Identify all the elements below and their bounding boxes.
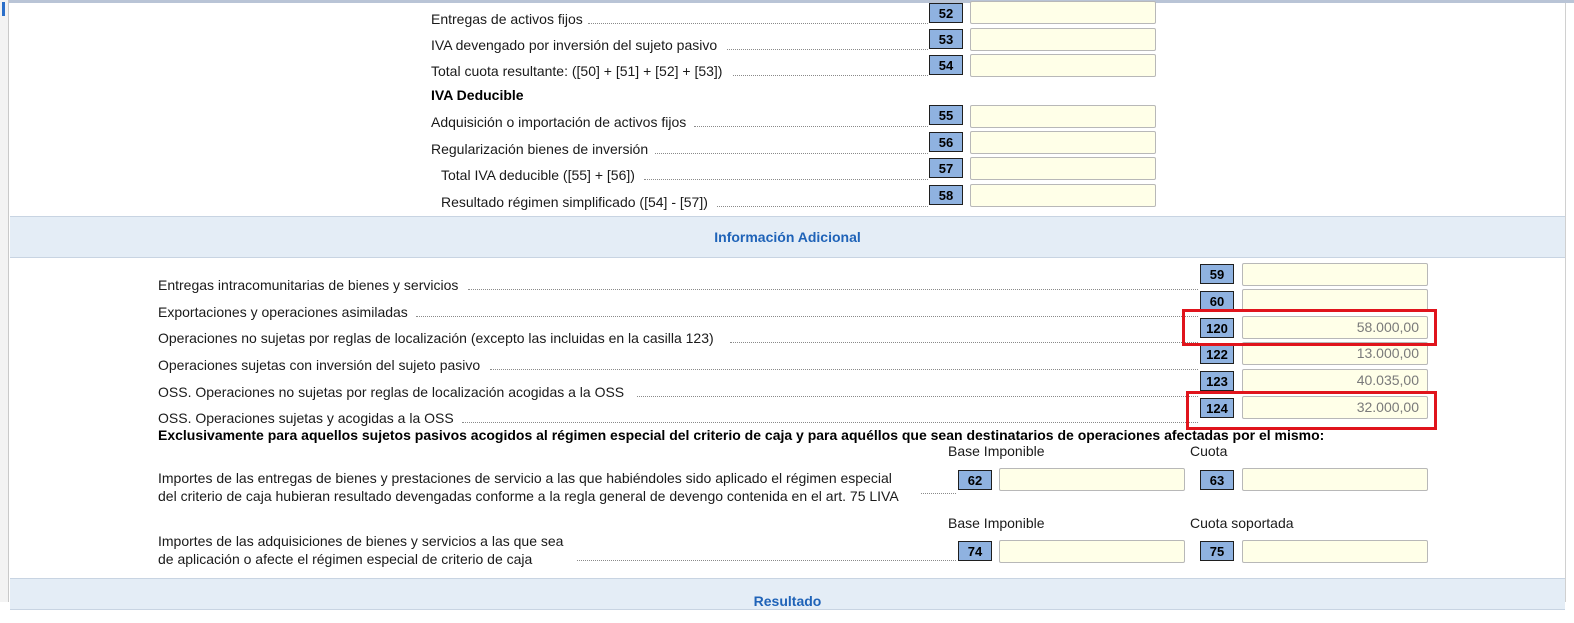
- row-label-60: Exportaciones y operaciones asimiladas: [158, 304, 408, 320]
- highlight-casilla-120: [1182, 309, 1437, 346]
- casilla-74-input[interactable]: [999, 540, 1185, 563]
- leader-dots: [921, 493, 956, 494]
- casilla-63-input[interactable]: [1242, 468, 1428, 491]
- row-label-124: OSS. Operaciones sujetas y acogidas a la OSS: [158, 410, 454, 426]
- leader-dots: [655, 153, 928, 154]
- casilla-122-box: 122: [1200, 344, 1234, 364]
- casilla-53-box: 53: [929, 29, 963, 49]
- row-label-56: Regularización bienes de inversión: [431, 141, 649, 157]
- leader-dots: [727, 49, 928, 50]
- leader-dots: [468, 289, 1198, 290]
- row-label-53: IVA devengado por inversión del sujeto pasivo: [431, 37, 718, 53]
- casilla-52-input[interactable]: [970, 1, 1156, 24]
- row-label-123: OSS. Operaciones no sujetas por reglas de localización acogidas a la OSS: [158, 384, 625, 400]
- casilla-75-input[interactable]: [1242, 540, 1428, 563]
- casilla-54-input[interactable]: [970, 54, 1156, 77]
- column-head-cuota-soportada: Cuota soportada: [1190, 515, 1294, 531]
- casilla-53-input[interactable]: [970, 28, 1156, 51]
- criterio-caja-adquisiciones-line2: de aplicación o afecte el régimen especial de criterio de caja: [158, 551, 533, 567]
- highlight-casilla-124: [1186, 391, 1437, 430]
- row-label-55: Adquisición o importación de activos fijos: [431, 114, 687, 130]
- row-label-54: Total cuota resultante: ([50] + [51] + [52] + [53]): [431, 63, 723, 79]
- casilla-63-box: 63: [1200, 470, 1234, 490]
- row-label-52: Entregas de activos fijos: [431, 11, 583, 27]
- casilla-52-box: 52: [929, 3, 963, 23]
- casilla-123-box: 123: [1200, 371, 1234, 391]
- left-scroll-gutter: [0, 0, 9, 602]
- casilla-120-box: 120: [1200, 318, 1234, 338]
- casilla-55-input[interactable]: [970, 105, 1156, 128]
- casilla-123-input[interactable]: [1242, 369, 1428, 392]
- leader-dots: [462, 422, 1198, 423]
- right-scrollbar[interactable]: [1565, 3, 1574, 602]
- leader-dots: [490, 369, 1198, 370]
- leader-dots: [416, 316, 1198, 317]
- leader-dots: [637, 396, 1198, 397]
- casilla-124-box: 124: [1200, 398, 1234, 418]
- leader-dots: [717, 206, 928, 207]
- casilla-75-box: 75: [1200, 541, 1234, 561]
- row-label-59: Entregas intracomunitarias de bienes y servicios: [158, 277, 459, 293]
- casilla-54-box: 54: [929, 55, 963, 75]
- column-head-cuota: Cuota: [1190, 443, 1228, 459]
- casilla-62-input[interactable]: [999, 468, 1185, 491]
- casilla-58-input[interactable]: [970, 184, 1156, 207]
- casilla-60-box: 60: [1200, 291, 1234, 311]
- column-head-base-imponible-2: Base Imponible: [948, 515, 1045, 531]
- casilla-56-input[interactable]: [970, 131, 1156, 154]
- casilla-74-box: 74: [958, 541, 992, 561]
- leader-dots: [577, 560, 956, 561]
- leader-dots: [733, 75, 928, 76]
- criterio-caja-entregas-line1: Importes de las entregas de bienes y prestaciones de servicio a las que habiéndoles sido aplicado el régimen especial: [158, 470, 892, 486]
- row-label-122: Operaciones sujetas con inversión del sujeto pasivo: [158, 357, 481, 373]
- row-label-57: Total IVA deducible ([55] + [56]): [441, 167, 635, 183]
- leader-dots: [694, 126, 928, 127]
- casilla-56-box: 56: [929, 132, 963, 152]
- column-head-base-imponible: Base Imponible: [948, 443, 1045, 459]
- row-label-58: Resultado régimen simplificado ([54] - [57]): [441, 194, 708, 210]
- casilla-57-box: 57: [929, 158, 963, 178]
- criterio-caja-adquisiciones-line1: Importes de las adquisiciones de bienes y servicios a las que sea: [158, 533, 564, 549]
- leader-dots: [730, 342, 1198, 343]
- casilla-62-box: 62: [958, 470, 992, 490]
- casilla-55-box: 55: [929, 105, 963, 125]
- casilla-57-input[interactable]: [970, 157, 1156, 180]
- row-label-120: Operaciones no sujetas por reglas de localización (excepto las incluidas en la casilla 123): [158, 330, 714, 346]
- casilla-59-input[interactable]: [1242, 263, 1428, 286]
- casilla-58-box: 58: [929, 185, 963, 205]
- section-header-informacion-adicional: Información Adicional: [10, 216, 1565, 258]
- leader-dots: [644, 179, 928, 180]
- criterio-caja-title: Exclusivamente para aquellos sujetos pasivos acogidos al régimen especial del criterio de caja y para aquéllos que sean destinatarios de operaciones afectadas por el mismo:: [158, 427, 1325, 443]
- leader-dots: [588, 23, 928, 24]
- criterio-caja-entregas-line2: del criterio de caja hubieran resultado devengadas conforme a la regla general de devengo contenida en el art. 75 LIVA: [158, 488, 899, 504]
- iva-deducible-title: IVA Deducible: [431, 87, 524, 103]
- casilla-59-box: 59: [1200, 264, 1234, 284]
- section-header-resultado: Resultado: [10, 578, 1565, 610]
